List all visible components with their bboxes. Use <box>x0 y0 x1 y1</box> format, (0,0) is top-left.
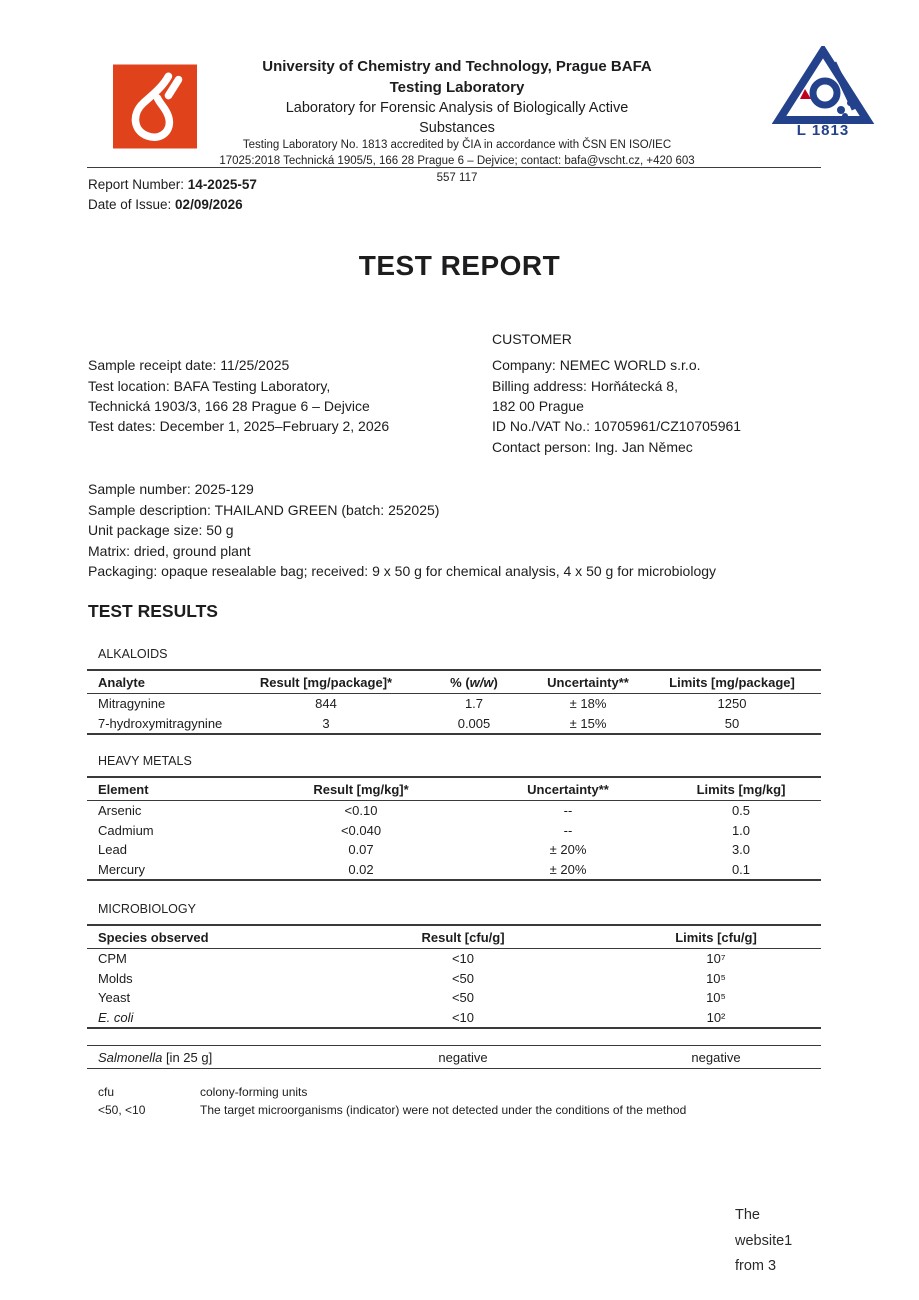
customer-line: ID No./VAT No.: 10705961/CZ10705961 <box>492 418 742 434</box>
date-of-issue-value: 02/09/2026 <box>175 197 243 212</box>
page-footer <box>735 1203 792 1280</box>
table-row: E. coli <10 10² <box>98 1009 726 1025</box>
col-uncertainty: Uncertainty** <box>475 777 661 801</box>
heavy-metals-table <box>87 776 821 881</box>
customer-line: 182 00 Prague <box>492 398 584 414</box>
table-row: CPM <10 10⁷ <box>98 951 726 967</box>
customer-line: Billing address: Horňátecká 8, <box>492 378 678 394</box>
test-info-line: Technická 1903/3, 166 28 Prague 6 – Dejvice <box>88 398 370 414</box>
lab-name-line2: Substances <box>419 120 495 136</box>
table-row <box>87 1046 821 1069</box>
col-result: Result [mg/kg]* <box>247 777 475 801</box>
footer-line: The <box>735 1207 760 1223</box>
sample-info-line: Sample number: 2025-129 <box>88 481 254 497</box>
col-limits: Limits [cfu/g] <box>611 925 821 949</box>
customer-line: Contact person: Ing. Jan Němec <box>492 439 693 455</box>
col-species: Species observed <box>87 925 315 949</box>
table-row: Mitragynine 844 1.7 ± 18% 1250 <box>98 696 747 712</box>
col-uncertainty: Uncertainty** <box>533 670 643 694</box>
table-row: Cadmium <0.040 -- 1.0 <box>98 822 751 838</box>
test-info-line: Sample receipt date: 11/25/2025 <box>88 357 290 373</box>
col-percent-ww: % (w/w) <box>415 670 533 694</box>
alkaloids-table <box>87 669 821 735</box>
salmonella-table <box>87 1045 821 1069</box>
footer-line: website1 <box>735 1232 793 1249</box>
uct-prague-logo <box>113 62 197 151</box>
test-info-line: Test location: BAFA Testing Laboratory, <box>88 378 331 394</box>
date-of-issue-label: Date of Issue: <box>88 197 176 212</box>
salmonella-species: Salmonella [in 25 g] <box>98 1049 213 1065</box>
sample-info-line: Packaging: opaque resealable bag; received: 9 x 50 g for chemical analysis, 4 x 50 g for microbiology <box>88 563 717 579</box>
test-info-line: Test dates: December 1, 2025–February 2, 2026 <box>88 418 390 434</box>
salmonella-limit: negative <box>691 1049 741 1065</box>
org-name-line1: University of Chemistry and Technology, Prague BAFA <box>262 58 652 75</box>
note-definition: The target microorganisms (indicator) were not detected under the conditions of the method <box>200 1103 687 1117</box>
sample-info-line: Unit package size: 50 g <box>88 522 234 538</box>
sample-info-line: Sample description: THAILAND GREEN (batch: 252025) <box>88 502 440 518</box>
col-result: Result [mg/package]* <box>237 670 415 694</box>
alkaloids-section-label: ALKALOIDS <box>98 647 168 661</box>
table-row: 7-hydroxymitragynine 3 0.005 ± 15% 50 <box>98 715 740 731</box>
document-title: TEST REPORT <box>358 250 561 281</box>
note-definition: colony-forming units <box>200 1085 308 1099</box>
table-row: Molds <50 10⁵ <box>98 970 726 986</box>
col-limits: Limits [mg/kg] <box>661 777 821 801</box>
table-row: Mercury 0.02 ± 20% 0.1 <box>98 861 751 877</box>
header-divider <box>87 167 821 168</box>
heavy-metals-section-label: HEAVY METALS <box>98 754 192 768</box>
microbiology-table <box>87 924 821 1029</box>
accreditation-badge-label: L 1813 <box>796 122 850 139</box>
heavy-metals-header-row <box>87 777 821 801</box>
accreditation-line1: Testing Laboratory No. 1813 accredited by ČIA in accordance with ČSN EN ISO/IEC <box>242 139 672 151</box>
note-term: <50, <10 <box>98 1103 146 1117</box>
table-row: Arsenic <0.10 -- 0.5 <box>98 803 751 819</box>
salmonella-result: negative <box>438 1049 488 1065</box>
table-row: Yeast <50 10⁵ <box>98 990 726 1006</box>
accreditation-line2: 17025:2018 Technická 1905/5, 166 28 Prague 6 – Dejvice; contact: bafa@vscht.cz, +420 603 <box>219 155 695 167</box>
col-result: Result [cfu/g] <box>315 925 611 949</box>
col-limits: Limits [mg/package] <box>643 670 821 694</box>
accreditation-line3: 557 117 <box>436 172 478 184</box>
alkaloids-header-row <box>87 670 821 694</box>
microbiology-header-row <box>87 925 821 949</box>
footer-line: from 3 <box>735 1258 777 1274</box>
microbiology-section-label: MICROBIOLOGY <box>98 902 196 916</box>
flask-icon <box>113 62 197 151</box>
col-element: Element <box>87 777 247 801</box>
customer-line: Company: NEMEC WORLD s.r.o. <box>492 357 701 373</box>
note-term: cfu <box>98 1085 115 1099</box>
test-results-heading: TEST RESULTS <box>88 601 218 621</box>
col-analyte: Analyte <box>87 670 237 694</box>
report-number-value: 14-2025-57 <box>187 177 257 192</box>
date-of-issue-line <box>88 197 243 212</box>
report-number-line <box>88 177 257 192</box>
customer-heading: CUSTOMER <box>492 331 572 347</box>
lab-name-line1: Laboratory for Forensic Analysis of Biologically Active <box>285 100 629 116</box>
org-name-line2: Testing Laboratory <box>389 79 525 96</box>
table-row: Lead 0.07 ± 20% 3.0 <box>98 842 751 858</box>
sample-info-line: Matrix: dried, ground plant <box>88 543 251 559</box>
report-number-label: Report Number: <box>88 177 188 192</box>
